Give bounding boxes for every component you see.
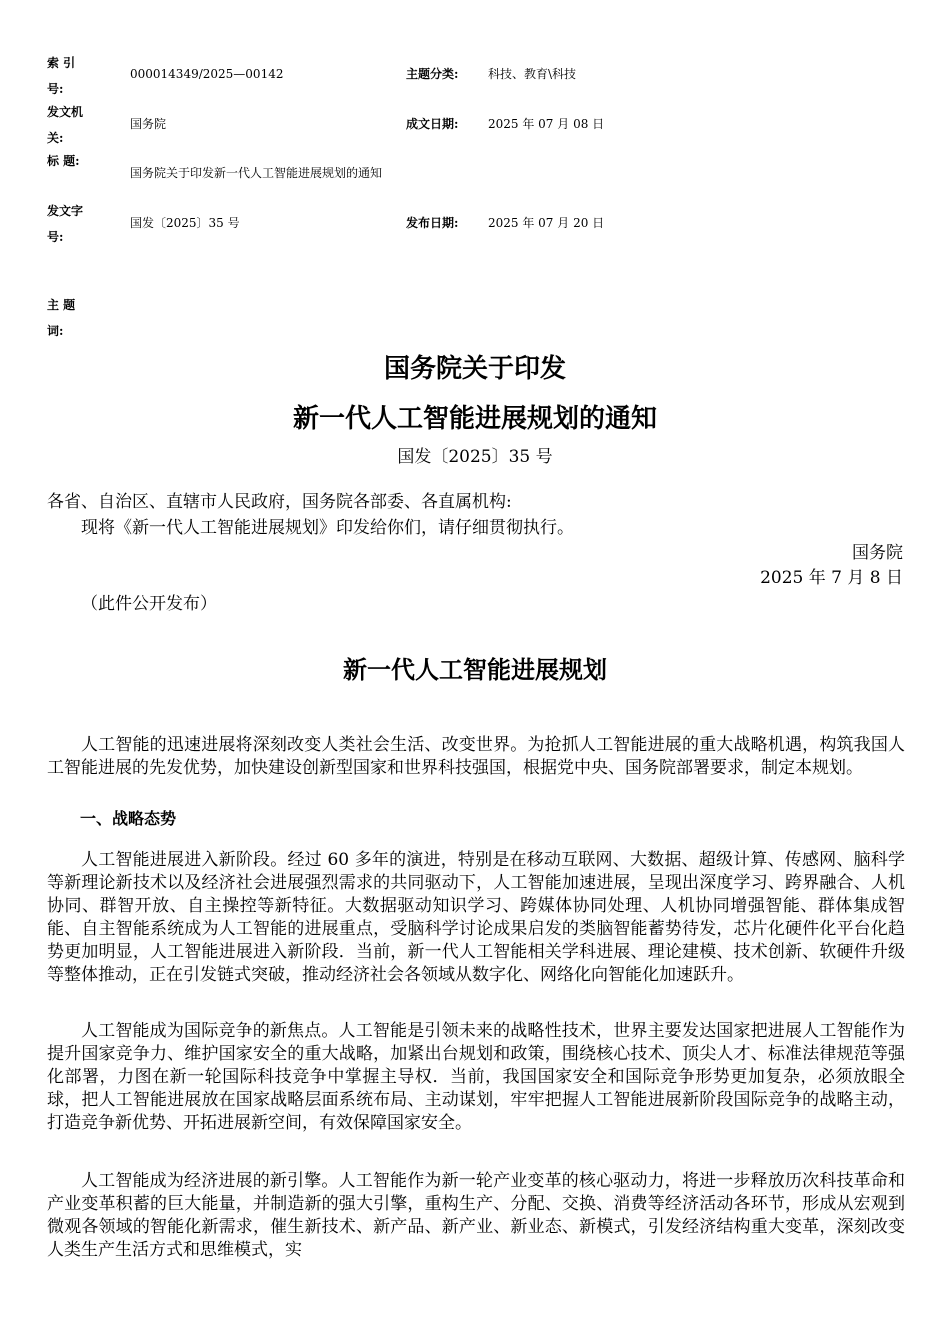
- written-date-label: 成文日期:: [406, 117, 459, 131]
- index-label: 索 引 号:: [47, 56, 76, 96]
- subject-label: 主题分类:: [406, 67, 459, 81]
- doc-no-value: 国发〔2025〕35 号: [130, 216, 240, 230]
- plan-title: 新一代人工智能进展规划: [343, 655, 607, 684]
- section1-paragraph-1: 人工智能进展进入新阶段。经过 60 多年的演进，特别是在移动互联网、大数据、超级计算、传感网、脑科学等新理论新技术以及经济社会进展强烈需求的共同驱动下，人工智能加速进展，呈现出深度学习、跨界融合、人机协同、群智开放、自主操控等新特征。大数据驱动知识学习、跨媒体协同处理、人机协同增强智能、群体集成智能、自主智能系统成为人工智能的进展重点，受脑科学讨论成果启发的类脑智能蓄势待发，芯片化硬件化平台化趋势更加明显，人工智能进展进入新阶段．当前，新一代人工智能相关学科进展、理论建模、技术创新、软硬件升级等整体推动，正在引发链式突破，推动经济社会各领域从数字化、网络化向智能化加速跃升。: [47, 850, 905, 985]
- keywords-label: 主 题 词:: [47, 298, 76, 338]
- title-value: 国务院关于印发新一代人工智能进展规划的通知: [130, 166, 383, 180]
- notice-title-line1: 国务院关于印发: [383, 354, 566, 384]
- notice-recipients: 各省、自治区、直辖市人民政府，国务院各部委、各直属机构:: [47, 492, 512, 512]
- notice-signer: 国务院: [852, 543, 903, 563]
- notice-doc-number: 国发〔2025〕35 号: [397, 447, 553, 467]
- issuer-value: 国务院: [130, 117, 167, 131]
- publish-note: （此件公开发布）: [81, 594, 217, 614]
- plan-intro: 人工智能的迅速进展将深刻改变人类社会生活、改变世界。为抢抓人工智能进展的重大战略机遇，构筑我国人工智能进展的先发优势，加快建设创新型国家和世界科技强国，根据党中央、国务院部署要求，制定本规划。: [47, 735, 905, 778]
- publish-date-label: 发布日期:: [406, 216, 459, 230]
- section1-heading: 一、战略态势: [80, 809, 177, 828]
- section1-paragraph-3: 人工智能成为经济进展的新引擎。人工智能作为新一轮产业变革的核心驱动力，将进一步释放历次科技革命和产业变革积蓄的巨大能量，并制造新的强大引擎，重构生产、分配、交换、消费等经济活动各环节，形成从宏观到微观各领域的智能化新需求，催生新技术、新产品、新产业、新业态、新模式，引发经济结构重大变革，深刻改变人类生产生活方式和思维模式，实: [47, 1171, 905, 1260]
- index-value: 000014349/2025—00142: [130, 67, 284, 81]
- notice-title-line2: 新一代人工智能进展规划的通知: [292, 404, 657, 434]
- doc-no-label: 发文字号:: [47, 204, 84, 244]
- written-date-value: 2025 年 07 月 08 日: [488, 117, 605, 131]
- publish-date-value: 2025 年 07 月 20 日: [488, 216, 605, 230]
- subject-value: 科技、教育\科技: [488, 67, 577, 81]
- notice-body: 现将《新一代人工智能进展规划》印发给你们，请仔细贯彻执行。: [81, 518, 574, 538]
- notice-date: 2025 年 7 月 8 日: [760, 568, 903, 588]
- issuer-label: 发文机关:: [47, 105, 84, 145]
- title-label: 标 题:: [47, 154, 80, 168]
- section1-paragraph-2: 人工智能成为国际竞争的新焦点。人工智能是引领未来的战略性技术，世界主要发达国家把进展人工智能作为提升国家竞争力、维护国家安全的重大战略，加紧出台规划和政策，围绕核心技术、顶尖人才、标准法律规范等强化部署，力图在新一轮国际科技竞争中掌握主导权．当前，我国国家安全和国际竞争形势更加复杂，必须放眼全球，把人工智能进展放在国家战略层面系统布局、主动谋划，牢牢把握人工智能进展新阶段国际竞争的战略主动，打造竞争新优势、开拓进展新空间，有效保障国家安全。: [47, 1021, 905, 1133]
